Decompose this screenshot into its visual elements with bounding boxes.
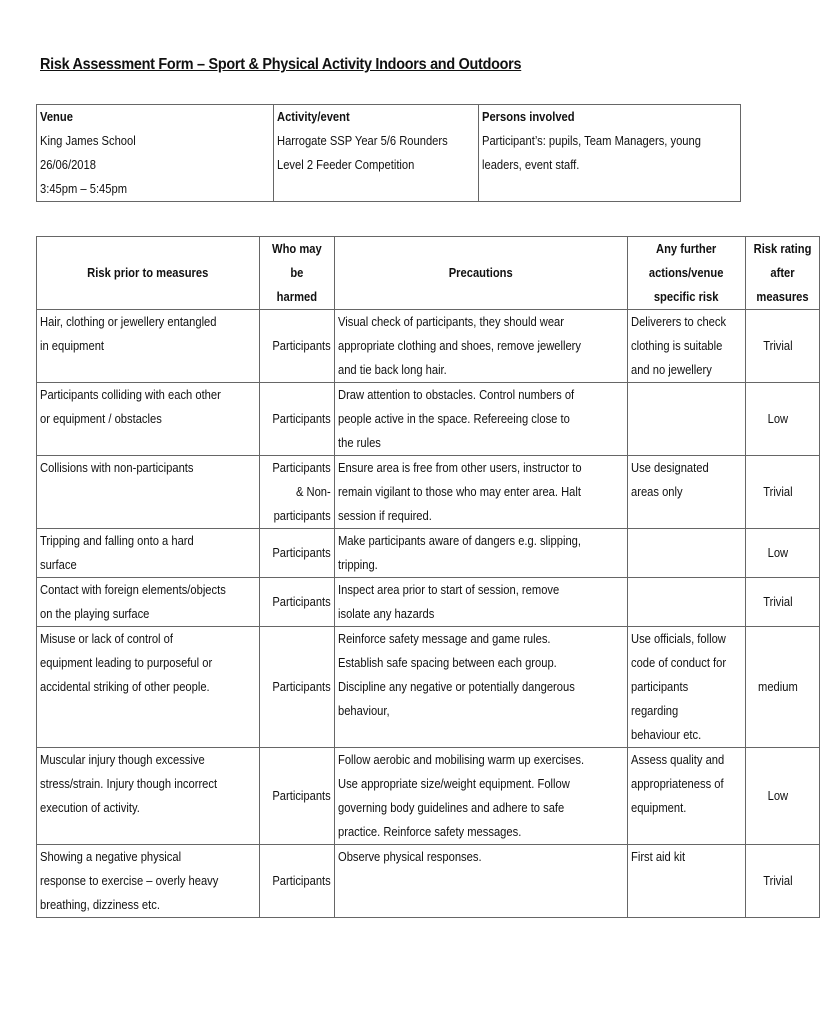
further-actions-cell <box>628 529 746 578</box>
risk-cell-line: breathing, dizziness etc. <box>40 897 160 912</box>
precautions-cell-line: tripping. <box>337 557 378 572</box>
precautions-cell-line: Visual check of participants, they should wear <box>337 314 564 329</box>
further-actions-cell <box>628 310 746 383</box>
risk-cell-line: Muscular injury though excessive <box>40 752 205 767</box>
risk-cell-line: in equipment <box>40 338 105 353</box>
further-actions-cell-line: regarding <box>631 703 679 718</box>
risk-cell-line: Collisions with non-participants <box>40 460 194 475</box>
table-row <box>37 845 820 918</box>
activity-cell <box>273 105 479 202</box>
risk-rating-cell <box>745 748 819 845</box>
further-actions-cell-line: equipment. <box>631 800 687 815</box>
further-actions-cell-line: clothing is suitable <box>631 338 723 353</box>
persons-line: leaders, event staff. <box>482 157 580 172</box>
risk-cell-line: surface <box>40 557 77 572</box>
risk-rating-cell <box>745 627 819 748</box>
who-cell-line: participants <box>273 508 331 523</box>
further-actions-cell-line: behaviour etc. <box>631 727 702 742</box>
who-cell-line: Participants <box>272 411 331 426</box>
who-cell-line: & Non- <box>296 484 331 499</box>
who-cell <box>260 627 335 748</box>
risk-rating-cell <box>745 383 819 456</box>
precautions-cell <box>334 529 627 578</box>
table-row <box>37 748 820 845</box>
venue-line: King James School <box>40 133 136 148</box>
risk-rating-value: Trivial <box>762 484 793 499</box>
who-cell <box>260 456 335 529</box>
risk-cell <box>37 578 260 627</box>
risk-cell <box>37 845 260 918</box>
risk-cell <box>37 529 260 578</box>
who-cell-line: Participants <box>272 594 331 609</box>
risk-cell <box>37 383 260 456</box>
further-actions-cell-line: Assess quality and <box>631 752 725 767</box>
venue-line: 26/06/2018 <box>40 157 96 172</box>
header-precautions: Precautions <box>334 237 627 310</box>
precautions-cell-line: practice. Reinforce safety messages. <box>337 824 522 839</box>
who-cell <box>260 383 335 456</box>
risk-rating-value: Trivial <box>762 873 793 888</box>
precautions-cell-line: Reinforce safety message and game rules. <box>337 631 551 646</box>
who-cell-line: Participants <box>272 545 331 560</box>
precautions-cell <box>334 627 627 748</box>
venue-cell <box>37 105 274 202</box>
event-details-table <box>36 104 741 202</box>
risk-cell-line: equipment leading to purposeful or <box>40 655 213 670</box>
risk-rating-value: medium <box>757 679 798 694</box>
risk-rating-value: Trivial <box>762 594 793 609</box>
persons-line: Participant’s: pupils, Team Managers, young <box>482 133 702 148</box>
further-actions-cell <box>628 456 746 529</box>
precautions-cell <box>334 845 627 918</box>
precautions-cell-line: Establish safe spacing between each group. <box>337 655 557 670</box>
precautions-cell-line: and tie back long hair. <box>337 362 447 377</box>
further-actions-cell-line: Use designated <box>631 460 709 475</box>
further-actions-cell-line: and no jewellery <box>631 362 712 377</box>
further-actions-cell-line: areas only <box>631 484 683 499</box>
who-cell-line: Participants <box>272 873 331 888</box>
venue-label: Venue <box>40 109 73 124</box>
risk-cell <box>37 310 260 383</box>
further-actions-cell <box>628 845 746 918</box>
table-row <box>37 578 820 627</box>
precautions-cell-line: remain vigilant to those who may enter area. Halt <box>337 484 581 499</box>
further-actions-cell-line: First aid kit <box>631 849 686 864</box>
risk-cell-line: stress/strain. Injury though incorrect <box>40 776 218 791</box>
header-further-actions: Any further actions/venue specific risk <box>628 237 746 310</box>
persons-label: Persons involved <box>482 109 575 124</box>
further-actions-cell <box>628 578 746 627</box>
further-actions-cell-line: Deliverers to check <box>631 314 727 329</box>
activity-line: Harrogate SSP Year 5/6 Rounders <box>276 133 448 148</box>
who-cell <box>260 578 335 627</box>
table-row <box>37 529 820 578</box>
persons-cell <box>479 105 741 202</box>
precautions-cell <box>334 383 627 456</box>
precautions-cell <box>334 748 627 845</box>
precautions-cell-line: isolate any hazards <box>337 606 435 621</box>
table-row <box>37 310 820 383</box>
table-row <box>37 456 820 529</box>
precautions-cell <box>334 456 627 529</box>
risk-table <box>36 236 820 918</box>
further-actions-cell <box>628 748 746 845</box>
who-cell <box>260 748 335 845</box>
precautions-cell-line: session if required. <box>337 508 432 523</box>
further-actions-cell-line: code of conduct for <box>631 655 727 670</box>
risk-rating-cell <box>745 456 819 529</box>
venue-line: 3:45pm – 5:45pm <box>40 181 128 196</box>
risk-rating-value: Low <box>767 411 788 426</box>
risk-cell <box>37 456 260 529</box>
precautions-cell-line: appropriate clothing and shoes, remove jewellery <box>337 338 581 353</box>
who-cell-line: Participants <box>272 460 331 475</box>
further-actions-cell-line: Use officials, follow <box>631 631 726 646</box>
precautions-cell-line: the rules <box>337 435 381 450</box>
header-risk: Risk prior to measures <box>37 237 260 310</box>
who-cell <box>260 845 335 918</box>
precautions-cell-line: Discipline any negative or potentially dangerous <box>337 679 575 694</box>
risk-rating-cell <box>745 529 819 578</box>
activity-line: Level 2 Feeder Competition <box>276 157 415 172</box>
precautions-cell-line: Inspect area prior to start of session, remove <box>337 582 560 597</box>
risk-cell-line: Contact with foreign elements/objects <box>40 582 226 597</box>
risk-cell-line: Showing a negative physical <box>40 849 182 864</box>
risk-cell-line: accidental striking of other people. <box>40 679 210 694</box>
precautions-cell-line: people active in the space. Refereeing close to <box>337 411 570 426</box>
who-cell <box>260 529 335 578</box>
risk-cell-line: response to exercise – overly heavy <box>40 873 219 888</box>
further-actions-cell-line: appropriateness of <box>631 776 724 791</box>
further-actions-cell-line: participants <box>631 679 689 694</box>
activity-label: Activity/event <box>276 109 350 124</box>
risk-rating-value: Low <box>767 788 788 803</box>
header-risk-rating: Risk rating after measures <box>745 237 819 310</box>
precautions-cell-line: Draw attention to obstacles. Control numbers of <box>337 387 575 402</box>
precautions-cell-line: behaviour, <box>337 703 390 718</box>
table-row <box>37 627 820 748</box>
risk-cell <box>37 627 260 748</box>
risk-rating-cell <box>745 578 819 627</box>
precautions-cell-line: Ensure area is free from other users, instructor to <box>337 460 582 475</box>
risk-cell-line: on the playing surface <box>40 606 150 621</box>
risk-cell-line: or equipment / obstacles <box>40 411 162 426</box>
risk-cell-line: Hair, clothing or jewellery entangled <box>40 314 217 329</box>
who-cell-line: Participants <box>272 788 331 803</box>
page-title: Risk Assessment Form – Sport & Physical Activity Indoors and Outdoors <box>40 56 522 73</box>
who-cell <box>260 310 335 383</box>
further-actions-cell <box>628 383 746 456</box>
precautions-cell-line: Observe physical responses. <box>337 849 482 864</box>
precautions-cell-line: Use appropriate size/weight equipment. Follow <box>337 776 570 791</box>
precautions-cell-line: Follow aerobic and mobilising warm up exercises. <box>337 752 585 767</box>
risk-rating-value: Trivial <box>762 338 793 353</box>
further-actions-cell <box>628 627 746 748</box>
risk-rating-value: Low <box>767 545 788 560</box>
header-who: Who may be harmed <box>260 237 335 310</box>
table-row <box>37 383 820 456</box>
risk-rating-cell <box>745 310 819 383</box>
precautions-cell-line: Make participants aware of dangers e.g. slipping, <box>337 533 581 548</box>
precautions-cell-line: governing body guidelines and adhere to safe <box>337 800 565 815</box>
precautions-cell <box>334 578 627 627</box>
precautions-cell <box>334 310 627 383</box>
risk-cell-line: Misuse or lack of control of <box>40 631 173 646</box>
who-cell-line: Participants <box>272 679 331 694</box>
risk-cell-line: Tripping and falling onto a hard <box>40 533 194 548</box>
who-cell-line: Participants <box>272 338 331 353</box>
risk-cell-line: Participants colliding with each other <box>40 387 221 402</box>
risk-rating-cell <box>745 845 819 918</box>
risk-cell-line: execution of activity. <box>40 800 140 815</box>
risk-cell <box>37 748 260 845</box>
